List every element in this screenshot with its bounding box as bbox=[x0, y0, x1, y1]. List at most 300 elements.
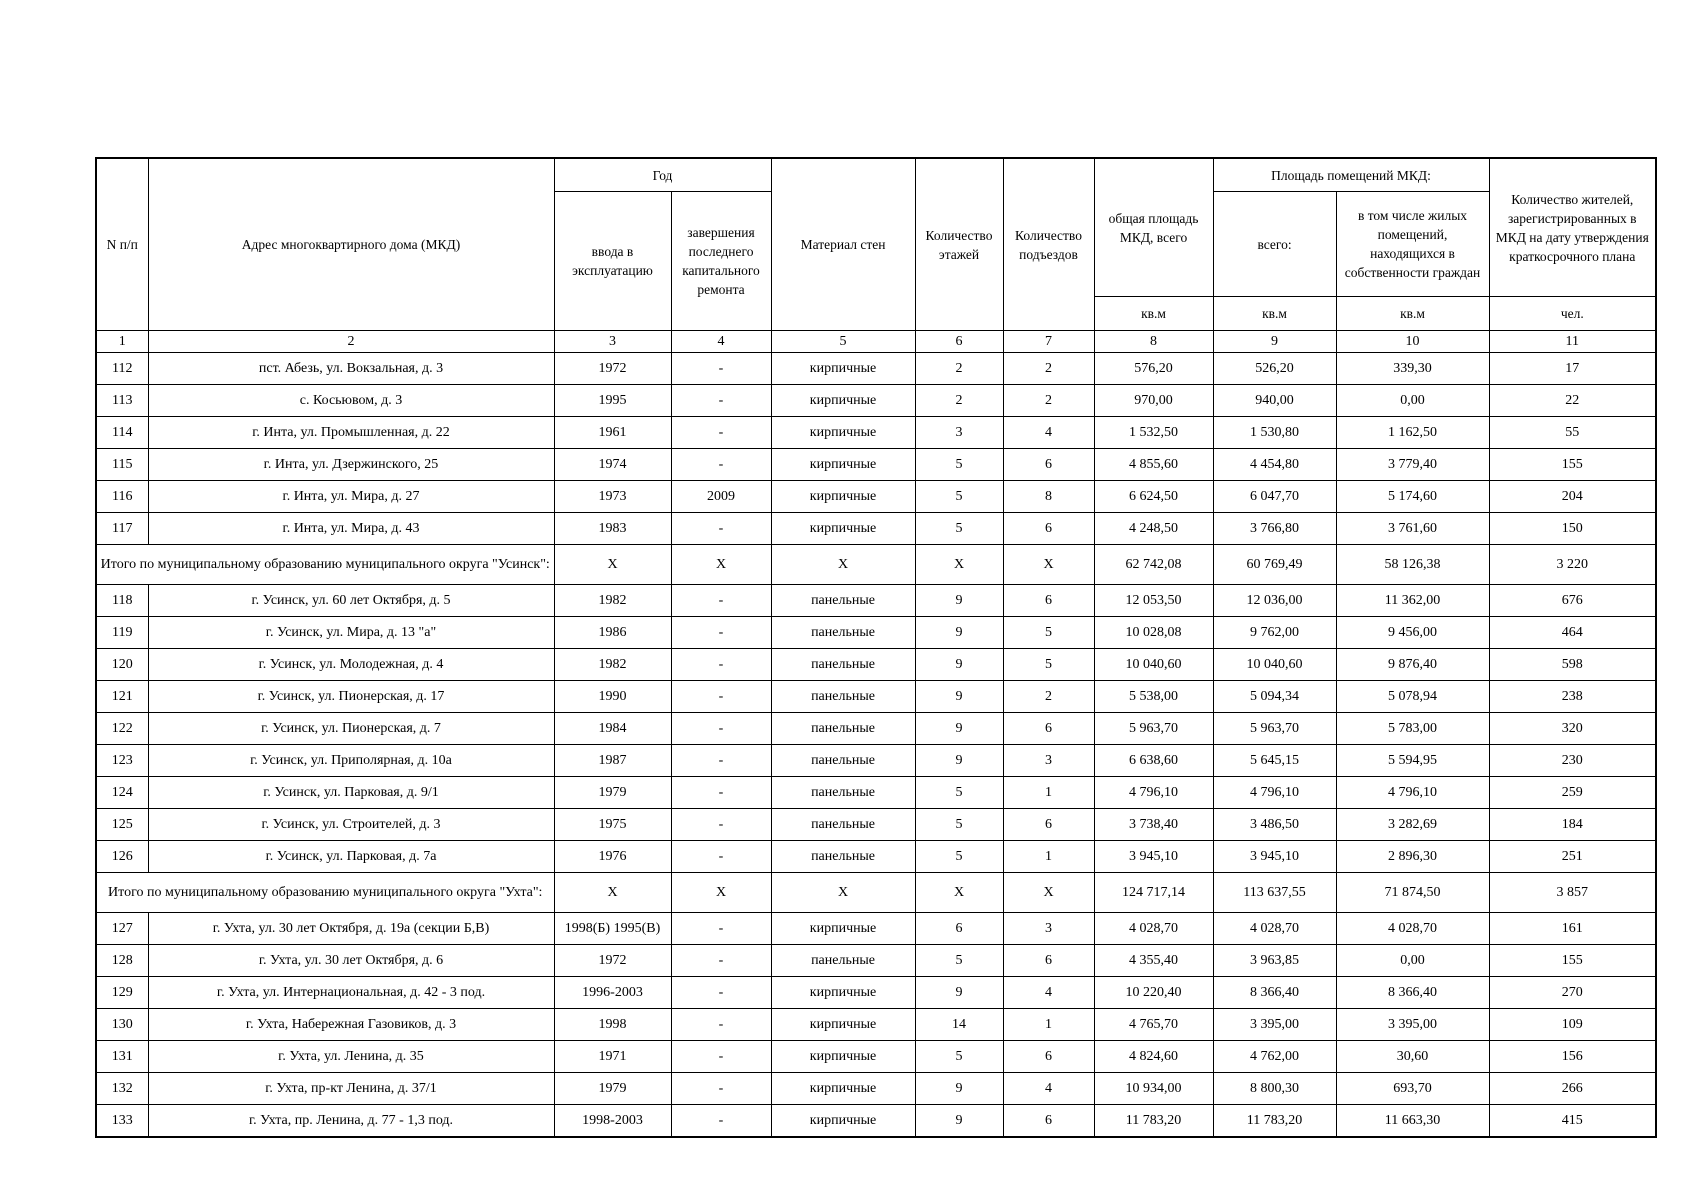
cell-floors: 5 bbox=[915, 945, 1003, 977]
cell-year-repair: - bbox=[671, 449, 771, 481]
cell-premises-all: 8 800,30 bbox=[1213, 1073, 1336, 1105]
cell-total-area: 576,20 bbox=[1094, 353, 1213, 385]
cell-premises-residential: 4 028,70 bbox=[1336, 913, 1489, 945]
cell-entrances: 6 bbox=[1003, 809, 1094, 841]
cell-floors: 5 bbox=[915, 1041, 1003, 1073]
cell-entrances: 2 bbox=[1003, 385, 1094, 417]
cell-residents: 270 bbox=[1489, 977, 1656, 1009]
cell-total-area: 4 248,50 bbox=[1094, 513, 1213, 545]
unit-premises-residential: кв.м bbox=[1336, 297, 1489, 331]
cell-residents: 598 bbox=[1489, 649, 1656, 681]
cell-floors: 5 bbox=[915, 449, 1003, 481]
cell-premises-residential: 11 663,30 bbox=[1336, 1105, 1489, 1138]
cell-residents: 464 bbox=[1489, 617, 1656, 649]
cell-num: 117 bbox=[96, 513, 148, 545]
header-wall: Материал стен bbox=[771, 158, 915, 331]
cell-total-area: 6 624,50 bbox=[1094, 481, 1213, 513]
cell-year-repair: - bbox=[671, 385, 771, 417]
cell-total-area: 11 783,20 bbox=[1094, 1105, 1213, 1138]
cell-year-commission: 1974 bbox=[554, 449, 671, 481]
cell-residents: 22 bbox=[1489, 385, 1656, 417]
column-number: 5 bbox=[771, 331, 915, 353]
cell-entrances: 6 bbox=[1003, 713, 1094, 745]
cell-num: 133 bbox=[96, 1105, 148, 1138]
cell-residents: 109 bbox=[1489, 1009, 1656, 1041]
cell-year-commission: 1998(Б) 1995(В) bbox=[554, 913, 671, 945]
cell-floors: 9 bbox=[915, 585, 1003, 617]
cell-wall: кирпичные bbox=[771, 513, 915, 545]
column-number: 1 bbox=[96, 331, 148, 353]
column-number: 3 bbox=[554, 331, 671, 353]
cell-premises-residential: 8 366,40 bbox=[1336, 977, 1489, 1009]
cell-premises-all: 5 645,15 bbox=[1213, 745, 1336, 777]
cell-premises-all: 526,20 bbox=[1213, 353, 1336, 385]
cell-wall: кирпичные bbox=[771, 977, 915, 1009]
header-premises-residential: в том числе жилых помещений, находящихся в собственности граждан bbox=[1336, 192, 1489, 297]
subtotal-label: Итого по муниципальному образованию муниципального округа "Усинск": bbox=[96, 545, 554, 585]
cell-total-area: 10 934,00 bbox=[1094, 1073, 1213, 1105]
column-number: 2 bbox=[148, 331, 554, 353]
header-year-repair: завершения последнего капитального ремонта bbox=[671, 192, 771, 331]
subtotal-cell-floors: X bbox=[915, 545, 1003, 585]
table-row bbox=[96, 777, 1656, 809]
cell-floors: 9 bbox=[915, 745, 1003, 777]
cell-floors: 9 bbox=[915, 1073, 1003, 1105]
column-number: 9 bbox=[1213, 331, 1336, 353]
cell-num: 119 bbox=[96, 617, 148, 649]
cell-premises-residential: 1 162,50 bbox=[1336, 417, 1489, 449]
table-body bbox=[96, 331, 1656, 1138]
cell-floors: 5 bbox=[915, 841, 1003, 873]
cell-address: г. Ухта, пр-кт Ленина, д. 37/1 bbox=[148, 1073, 554, 1105]
cell-premises-all: 6 047,70 bbox=[1213, 481, 1336, 513]
cell-year-repair: - bbox=[671, 777, 771, 809]
table-row bbox=[96, 945, 1656, 977]
table-row bbox=[96, 449, 1656, 481]
cell-num: 128 bbox=[96, 945, 148, 977]
cell-entrances: 2 bbox=[1003, 353, 1094, 385]
subtotal-cell-floors: X bbox=[915, 873, 1003, 913]
cell-wall: кирпичные bbox=[771, 1105, 915, 1138]
cell-residents: 320 bbox=[1489, 713, 1656, 745]
cell-premises-all: 9 762,00 bbox=[1213, 617, 1336, 649]
cell-wall: кирпичные bbox=[771, 1073, 915, 1105]
cell-floors: 14 bbox=[915, 1009, 1003, 1041]
cell-year-repair: - bbox=[671, 417, 771, 449]
table-row bbox=[96, 713, 1656, 745]
table-row bbox=[96, 913, 1656, 945]
cell-total-area: 5 963,70 bbox=[1094, 713, 1213, 745]
cell-wall: кирпичные bbox=[771, 385, 915, 417]
unit-total-area: кв.м bbox=[1094, 297, 1213, 331]
cell-residents: 251 bbox=[1489, 841, 1656, 873]
unit-residents: чел. bbox=[1489, 297, 1656, 331]
cell-num: 127 bbox=[96, 913, 148, 945]
table-row bbox=[96, 1073, 1656, 1105]
cell-year-commission: 1973 bbox=[554, 481, 671, 513]
table-row bbox=[96, 977, 1656, 1009]
table-row bbox=[96, 745, 1656, 777]
table-row bbox=[96, 585, 1656, 617]
cell-premises-all: 4 454,80 bbox=[1213, 449, 1336, 481]
cell-year-commission: 1975 bbox=[554, 809, 671, 841]
cell-total-area: 4 796,10 bbox=[1094, 777, 1213, 809]
cell-premises-all: 4 028,70 bbox=[1213, 913, 1336, 945]
cell-address: г. Ухта, пр. Ленина, д. 77 - 1,3 под. bbox=[148, 1105, 554, 1138]
cell-address: с. Косьювом, д. 3 bbox=[148, 385, 554, 417]
column-number: 8 bbox=[1094, 331, 1213, 353]
header-entrances: Количество подъездов bbox=[1003, 158, 1094, 331]
subtotal-cell-year-repair: X bbox=[671, 545, 771, 585]
cell-residents: 155 bbox=[1489, 449, 1656, 481]
cell-address: г. Усинск, ул. 60 лет Октября, д. 5 bbox=[148, 585, 554, 617]
column-number: 7 bbox=[1003, 331, 1094, 353]
subtotal-cell-premises-all: 60 769,49 bbox=[1213, 545, 1336, 585]
cell-wall: кирпичные bbox=[771, 1009, 915, 1041]
cell-address: г. Ухта, ул. 30 лет Октября, д. 6 bbox=[148, 945, 554, 977]
cell-total-area: 4 765,70 bbox=[1094, 1009, 1213, 1041]
cell-residents: 150 bbox=[1489, 513, 1656, 545]
cell-premises-residential: 5 783,00 bbox=[1336, 713, 1489, 745]
cell-year-repair: - bbox=[671, 809, 771, 841]
cell-premises-all: 3 963,85 bbox=[1213, 945, 1336, 977]
cell-premises-all: 3 766,80 bbox=[1213, 513, 1336, 545]
cell-entrances: 1 bbox=[1003, 841, 1094, 873]
cell-year-repair: - bbox=[671, 713, 771, 745]
column-number: 4 bbox=[671, 331, 771, 353]
cell-num: 112 bbox=[96, 353, 148, 385]
cell-wall: кирпичные bbox=[771, 481, 915, 513]
header-year: Год bbox=[554, 158, 771, 192]
header-year-commission: ввода в эксплуатацию bbox=[554, 192, 671, 331]
subtotal-cell-total-area: 62 742,08 bbox=[1094, 545, 1213, 585]
cell-num: 123 bbox=[96, 745, 148, 777]
cell-premises-residential: 9 456,00 bbox=[1336, 617, 1489, 649]
cell-year-commission: 1990 bbox=[554, 681, 671, 713]
cell-premises-all: 8 366,40 bbox=[1213, 977, 1336, 1009]
cell-wall: панельные bbox=[771, 617, 915, 649]
column-number: 11 bbox=[1489, 331, 1656, 353]
cell-num: 132 bbox=[96, 1073, 148, 1105]
cell-address: г. Инта, ул. Мира, д. 27 bbox=[148, 481, 554, 513]
cell-num: 122 bbox=[96, 713, 148, 745]
cell-num: 130 bbox=[96, 1009, 148, 1041]
cell-entrances: 6 bbox=[1003, 945, 1094, 977]
table-row bbox=[96, 1105, 1656, 1138]
cell-total-area: 10 220,40 bbox=[1094, 977, 1213, 1009]
header-residents: Количество жителей, зарегистрированных в МКД на дату утверждения краткосрочного плана bbox=[1489, 158, 1656, 297]
cell-year-repair: - bbox=[671, 681, 771, 713]
header-floors: Количество этажей bbox=[915, 158, 1003, 331]
cell-premises-residential: 3 761,60 bbox=[1336, 513, 1489, 545]
cell-num: 126 bbox=[96, 841, 148, 873]
cell-entrances: 1 bbox=[1003, 1009, 1094, 1041]
header-premises-area: Площадь помещений МКД: bbox=[1213, 158, 1489, 192]
cell-premises-all: 11 783,20 bbox=[1213, 1105, 1336, 1138]
cell-wall: кирпичные bbox=[771, 353, 915, 385]
cell-address: г. Инта, ул. Мира, д. 43 bbox=[148, 513, 554, 545]
cell-wall: панельные bbox=[771, 809, 915, 841]
cell-entrances: 8 bbox=[1003, 481, 1094, 513]
cell-year-commission: 1972 bbox=[554, 945, 671, 977]
cell-premises-residential: 9 876,40 bbox=[1336, 649, 1489, 681]
cell-num: 131 bbox=[96, 1041, 148, 1073]
cell-entrances: 6 bbox=[1003, 1105, 1094, 1138]
cell-year-commission: 1998-2003 bbox=[554, 1105, 671, 1138]
cell-year-repair: 2009 bbox=[671, 481, 771, 513]
cell-premises-residential: 0,00 bbox=[1336, 945, 1489, 977]
cell-premises-all: 4 762,00 bbox=[1213, 1041, 1336, 1073]
table-row bbox=[96, 1041, 1656, 1073]
cell-wall: панельные bbox=[771, 713, 915, 745]
cell-year-commission: 1961 bbox=[554, 417, 671, 449]
cell-entrances: 3 bbox=[1003, 745, 1094, 777]
cell-address: г. Усинск, ул. Парковая, д. 7а bbox=[148, 841, 554, 873]
cell-total-area: 1 532,50 bbox=[1094, 417, 1213, 449]
subtotal-cell-year-commission: X bbox=[554, 873, 671, 913]
cell-year-commission: 1998 bbox=[554, 1009, 671, 1041]
subtotal-cell-premises-all: 113 637,55 bbox=[1213, 873, 1336, 913]
cell-premises-residential: 3 282,69 bbox=[1336, 809, 1489, 841]
cell-year-commission: 1972 bbox=[554, 353, 671, 385]
column-number: 10 bbox=[1336, 331, 1489, 353]
cell-premises-residential: 11 362,00 bbox=[1336, 585, 1489, 617]
cell-year-repair: - bbox=[671, 977, 771, 1009]
cell-entrances: 1 bbox=[1003, 777, 1094, 809]
subtotal-cell-entrances: X bbox=[1003, 873, 1094, 913]
subtotal-cell-wall: X bbox=[771, 545, 915, 585]
cell-year-repair: - bbox=[671, 945, 771, 977]
cell-year-commission: 1976 bbox=[554, 841, 671, 873]
cell-premises-residential: 3 395,00 bbox=[1336, 1009, 1489, 1041]
cell-total-area: 10 028,08 bbox=[1094, 617, 1213, 649]
subtotal-cell-total-area: 124 717,14 bbox=[1094, 873, 1213, 913]
cell-premises-all: 1 530,80 bbox=[1213, 417, 1336, 449]
subtotal-row bbox=[96, 545, 1656, 585]
cell-wall: кирпичные bbox=[771, 417, 915, 449]
cell-premises-all: 4 796,10 bbox=[1213, 777, 1336, 809]
cell-year-repair: - bbox=[671, 1009, 771, 1041]
table-row bbox=[96, 681, 1656, 713]
cell-residents: 204 bbox=[1489, 481, 1656, 513]
cell-total-area: 5 538,00 bbox=[1094, 681, 1213, 713]
table-row bbox=[96, 841, 1656, 873]
cell-premises-all: 3 395,00 bbox=[1213, 1009, 1336, 1041]
cell-wall: панельные bbox=[771, 745, 915, 777]
subtotal-cell-wall: X bbox=[771, 873, 915, 913]
cell-address: г. Ухта, Набережная Газовиков, д. 3 bbox=[148, 1009, 554, 1041]
cell-year-repair: - bbox=[671, 1041, 771, 1073]
table-header bbox=[96, 158, 1656, 331]
table-row bbox=[96, 617, 1656, 649]
cell-wall: кирпичные bbox=[771, 449, 915, 481]
header-address: Адрес многоквартирного дома (МКД) bbox=[148, 158, 554, 331]
cell-address: г. Усинск, ул. Пионерская, д. 17 bbox=[148, 681, 554, 713]
cell-premises-all: 12 036,00 bbox=[1213, 585, 1336, 617]
cell-year-commission: 1996-2003 bbox=[554, 977, 671, 1009]
table-row bbox=[96, 417, 1656, 449]
cell-floors: 5 bbox=[915, 513, 1003, 545]
cell-address: г. Инта, ул. Промышленная, д. 22 bbox=[148, 417, 554, 449]
cell-wall: панельные bbox=[771, 649, 915, 681]
cell-premises-all: 3 486,50 bbox=[1213, 809, 1336, 841]
cell-floors: 2 bbox=[915, 385, 1003, 417]
cell-floors: 3 bbox=[915, 417, 1003, 449]
cell-num: 113 bbox=[96, 385, 148, 417]
cell-premises-all: 5 963,70 bbox=[1213, 713, 1336, 745]
subtotal-label: Итого по муниципальному образованию муниципального округа "Ухта": bbox=[96, 873, 554, 913]
cell-residents: 676 bbox=[1489, 585, 1656, 617]
cell-wall: панельные bbox=[771, 585, 915, 617]
cell-year-commission: 1984 bbox=[554, 713, 671, 745]
cell-residents: 184 bbox=[1489, 809, 1656, 841]
cell-residents: 415 bbox=[1489, 1105, 1656, 1138]
cell-premises-all: 10 040,60 bbox=[1213, 649, 1336, 681]
table-row bbox=[96, 809, 1656, 841]
cell-floors: 5 bbox=[915, 777, 1003, 809]
cell-entrances: 6 bbox=[1003, 513, 1094, 545]
cell-address: пст. Абезь, ул. Вокзальная, д. 3 bbox=[148, 353, 554, 385]
cell-year-commission: 1983 bbox=[554, 513, 671, 545]
cell-year-repair: - bbox=[671, 353, 771, 385]
cell-num: 121 bbox=[96, 681, 148, 713]
cell-entrances: 4 bbox=[1003, 977, 1094, 1009]
cell-floors: 9 bbox=[915, 1105, 1003, 1138]
cell-wall: панельные bbox=[771, 777, 915, 809]
cell-entrances: 6 bbox=[1003, 449, 1094, 481]
cell-total-area: 12 053,50 bbox=[1094, 585, 1213, 617]
cell-year-commission: 1982 bbox=[554, 649, 671, 681]
cell-address: г. Инта, ул. Дзержинского, 25 bbox=[148, 449, 554, 481]
cell-address: г. Усинск, ул. Пионерская, д. 7 bbox=[148, 713, 554, 745]
cell-num: 114 bbox=[96, 417, 148, 449]
cell-address: г. Усинск, ул. Парковая, д. 9/1 bbox=[148, 777, 554, 809]
cell-year-commission: 1995 bbox=[554, 385, 671, 417]
cell-residents: 17 bbox=[1489, 353, 1656, 385]
cell-wall: кирпичные bbox=[771, 1041, 915, 1073]
cell-address: г. Ухта, ул. Ленина, д. 35 bbox=[148, 1041, 554, 1073]
cell-num: 120 bbox=[96, 649, 148, 681]
subtotal-cell-premises-residential: 58 126,38 bbox=[1336, 545, 1489, 585]
cell-year-repair: - bbox=[671, 841, 771, 873]
cell-total-area: 6 638,60 bbox=[1094, 745, 1213, 777]
cell-num: 118 bbox=[96, 585, 148, 617]
cell-total-area: 970,00 bbox=[1094, 385, 1213, 417]
cell-year-commission: 1982 bbox=[554, 585, 671, 617]
subtotal-cell-entrances: X bbox=[1003, 545, 1094, 585]
cell-entrances: 4 bbox=[1003, 417, 1094, 449]
subtotal-row bbox=[96, 873, 1656, 913]
cell-year-repair: - bbox=[671, 617, 771, 649]
cell-year-repair: - bbox=[671, 513, 771, 545]
cell-num: 116 bbox=[96, 481, 148, 513]
cell-entrances: 5 bbox=[1003, 617, 1094, 649]
cell-premises-residential: 0,00 bbox=[1336, 385, 1489, 417]
subtotal-cell-year-repair: X bbox=[671, 873, 771, 913]
cell-total-area: 3 738,40 bbox=[1094, 809, 1213, 841]
housing-table bbox=[95, 157, 1657, 1138]
table-row bbox=[96, 481, 1656, 513]
cell-residents: 161 bbox=[1489, 913, 1656, 945]
cell-wall: кирпичные bbox=[771, 913, 915, 945]
cell-residents: 230 bbox=[1489, 745, 1656, 777]
header-total-area: общая площадь МКД, всего bbox=[1094, 158, 1213, 297]
cell-wall: панельные bbox=[771, 681, 915, 713]
cell-entrances: 6 bbox=[1003, 585, 1094, 617]
cell-floors: 6 bbox=[915, 913, 1003, 945]
cell-premises-residential: 4 796,10 bbox=[1336, 777, 1489, 809]
cell-residents: 155 bbox=[1489, 945, 1656, 977]
table-row bbox=[96, 513, 1656, 545]
cell-premises-residential: 339,30 bbox=[1336, 353, 1489, 385]
column-number: 6 bbox=[915, 331, 1003, 353]
cell-total-area: 3 945,10 bbox=[1094, 841, 1213, 873]
cell-residents: 156 bbox=[1489, 1041, 1656, 1073]
cell-premises-residential: 5 594,95 bbox=[1336, 745, 1489, 777]
cell-residents: 238 bbox=[1489, 681, 1656, 713]
subtotal-cell-premises-residential: 71 874,50 bbox=[1336, 873, 1489, 913]
cell-year-repair: - bbox=[671, 585, 771, 617]
table-row bbox=[96, 1009, 1656, 1041]
subtotal-cell-residents: 3 220 bbox=[1489, 545, 1656, 585]
cell-year-commission: 1979 bbox=[554, 777, 671, 809]
cell-floors: 9 bbox=[915, 713, 1003, 745]
cell-year-commission: 1971 bbox=[554, 1041, 671, 1073]
cell-floors: 9 bbox=[915, 649, 1003, 681]
cell-address: г. Усинск, ул. Строителей, д. 3 bbox=[148, 809, 554, 841]
cell-year-repair: - bbox=[671, 649, 771, 681]
table-row bbox=[96, 649, 1656, 681]
cell-address: г. Ухта, ул. Интернациональная, д. 42 - 3 под. bbox=[148, 977, 554, 1009]
cell-year-repair: - bbox=[671, 745, 771, 777]
cell-residents: 266 bbox=[1489, 1073, 1656, 1105]
column-number-row bbox=[96, 331, 1656, 353]
cell-entrances: 2 bbox=[1003, 681, 1094, 713]
cell-address: г. Ухта, ул. 30 лет Октября, д. 19а (секции Б,В) bbox=[148, 913, 554, 945]
cell-premises-all: 940,00 bbox=[1213, 385, 1336, 417]
cell-premises-residential: 2 896,30 bbox=[1336, 841, 1489, 873]
table-row bbox=[96, 385, 1656, 417]
cell-premises-residential: 693,70 bbox=[1336, 1073, 1489, 1105]
cell-premises-residential: 5 078,94 bbox=[1336, 681, 1489, 713]
cell-floors: 9 bbox=[915, 681, 1003, 713]
cell-num: 115 bbox=[96, 449, 148, 481]
cell-total-area: 4 355,40 bbox=[1094, 945, 1213, 977]
cell-total-area: 4 824,60 bbox=[1094, 1041, 1213, 1073]
cell-entrances: 4 bbox=[1003, 1073, 1094, 1105]
cell-premises-residential: 5 174,60 bbox=[1336, 481, 1489, 513]
cell-total-area: 4 028,70 bbox=[1094, 913, 1213, 945]
cell-year-repair: - bbox=[671, 913, 771, 945]
subtotal-cell-residents: 3 857 bbox=[1489, 873, 1656, 913]
cell-year-commission: 1979 bbox=[554, 1073, 671, 1105]
cell-entrances: 6 bbox=[1003, 1041, 1094, 1073]
cell-premises-residential: 3 779,40 bbox=[1336, 449, 1489, 481]
cell-floors: 5 bbox=[915, 809, 1003, 841]
cell-residents: 55 bbox=[1489, 417, 1656, 449]
cell-total-area: 4 855,60 bbox=[1094, 449, 1213, 481]
cell-num: 125 bbox=[96, 809, 148, 841]
table-row bbox=[96, 353, 1656, 385]
cell-entrances: 3 bbox=[1003, 913, 1094, 945]
cell-wall: панельные bbox=[771, 945, 915, 977]
header-premises-all: всего: bbox=[1213, 192, 1336, 297]
cell-floors: 9 bbox=[915, 617, 1003, 649]
cell-total-area: 10 040,60 bbox=[1094, 649, 1213, 681]
cell-wall: панельные bbox=[771, 841, 915, 873]
cell-premises-all: 5 094,34 bbox=[1213, 681, 1336, 713]
cell-address: г. Усинск, ул. Молодежная, д. 4 bbox=[148, 649, 554, 681]
